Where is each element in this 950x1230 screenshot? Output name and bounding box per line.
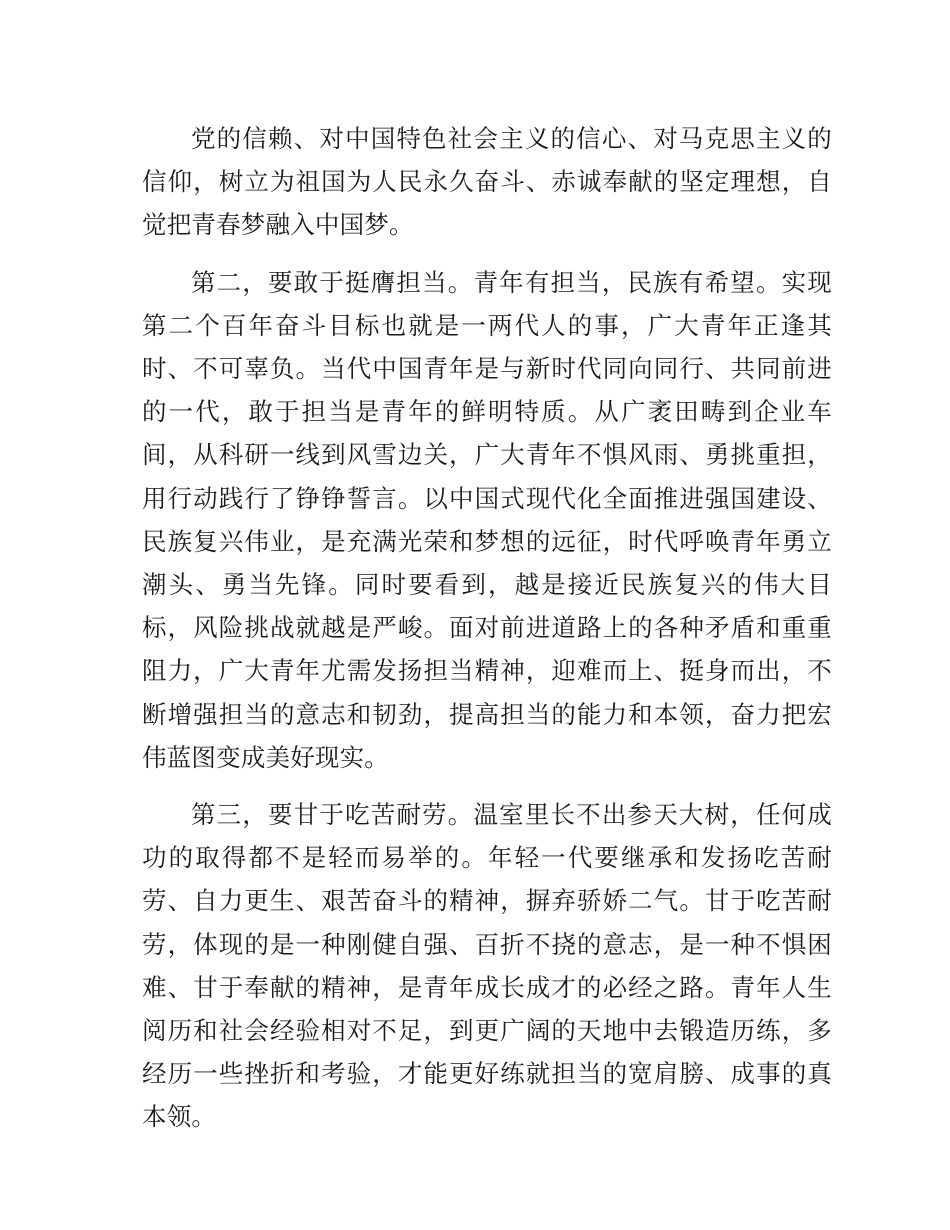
paragraph-2: 第二，要敢于挺膺担当。青年有担当，民族有希望。实现第二个百年奋斗目标也就是一两代人的事，广大青年正逢其时、不可辜负。当代中国青年是与新时代同向同行、共同前进的一代，敢于担当是青年的鲜明特质。从广袤田畴到企业车间，从科研一线到风雪边关，广大青年不惧风雨、勇挑重担，用行动践行了铮铮誓言。以中国式现代化全面推进强国建设、民族复兴伟业，是充满光荣和梦想的远征，时代呼唤青年勇立潮头、勇当先锋。同时要看到，越是接近民族复兴的伟大目标，风险挑战就越是严峻。面对前进道路上的各种矛盾和重重阻力，广大青年尤需发扬担当精神，迎难而上、挺身而出，不断增强担当的意志和韧劲，提高担当的能力和本领，奋力把宏伟蓝图变成美好现实。 — [142, 267, 832, 772]
paragraph-1: 党的信赖、对中国特色社会主义的信心、对马克思主义的信仰，树立为祖国为人民永久奋斗、赤诚奉献的坚定理想，自觉把青春梦融入中国梦。 — [142, 124, 832, 240]
document-body — [142, 117, 832, 1139]
paragraph-3: 第三，要甘于吃苦耐劳。温室里长不出参天大树，任何成功的取得都不是轻而易举的。年轻一代要继承和发扬吃苦耐劳、自力更生、艰苦奋斗的精神，摒弃骄娇二气。甘于吃苦耐劳，体现的是一种刚健自强、百折不挠的意志，是一种不惧困难、甘于奉献的精神，是青年成长成才的必经之路。青年人生阅历和社会经验相对不足，到更广阔的天地中去锻造历练，多经历一些挫折和考验，才能更好练就担当的宽肩膀、成事的真本领。 — [142, 800, 832, 1132]
